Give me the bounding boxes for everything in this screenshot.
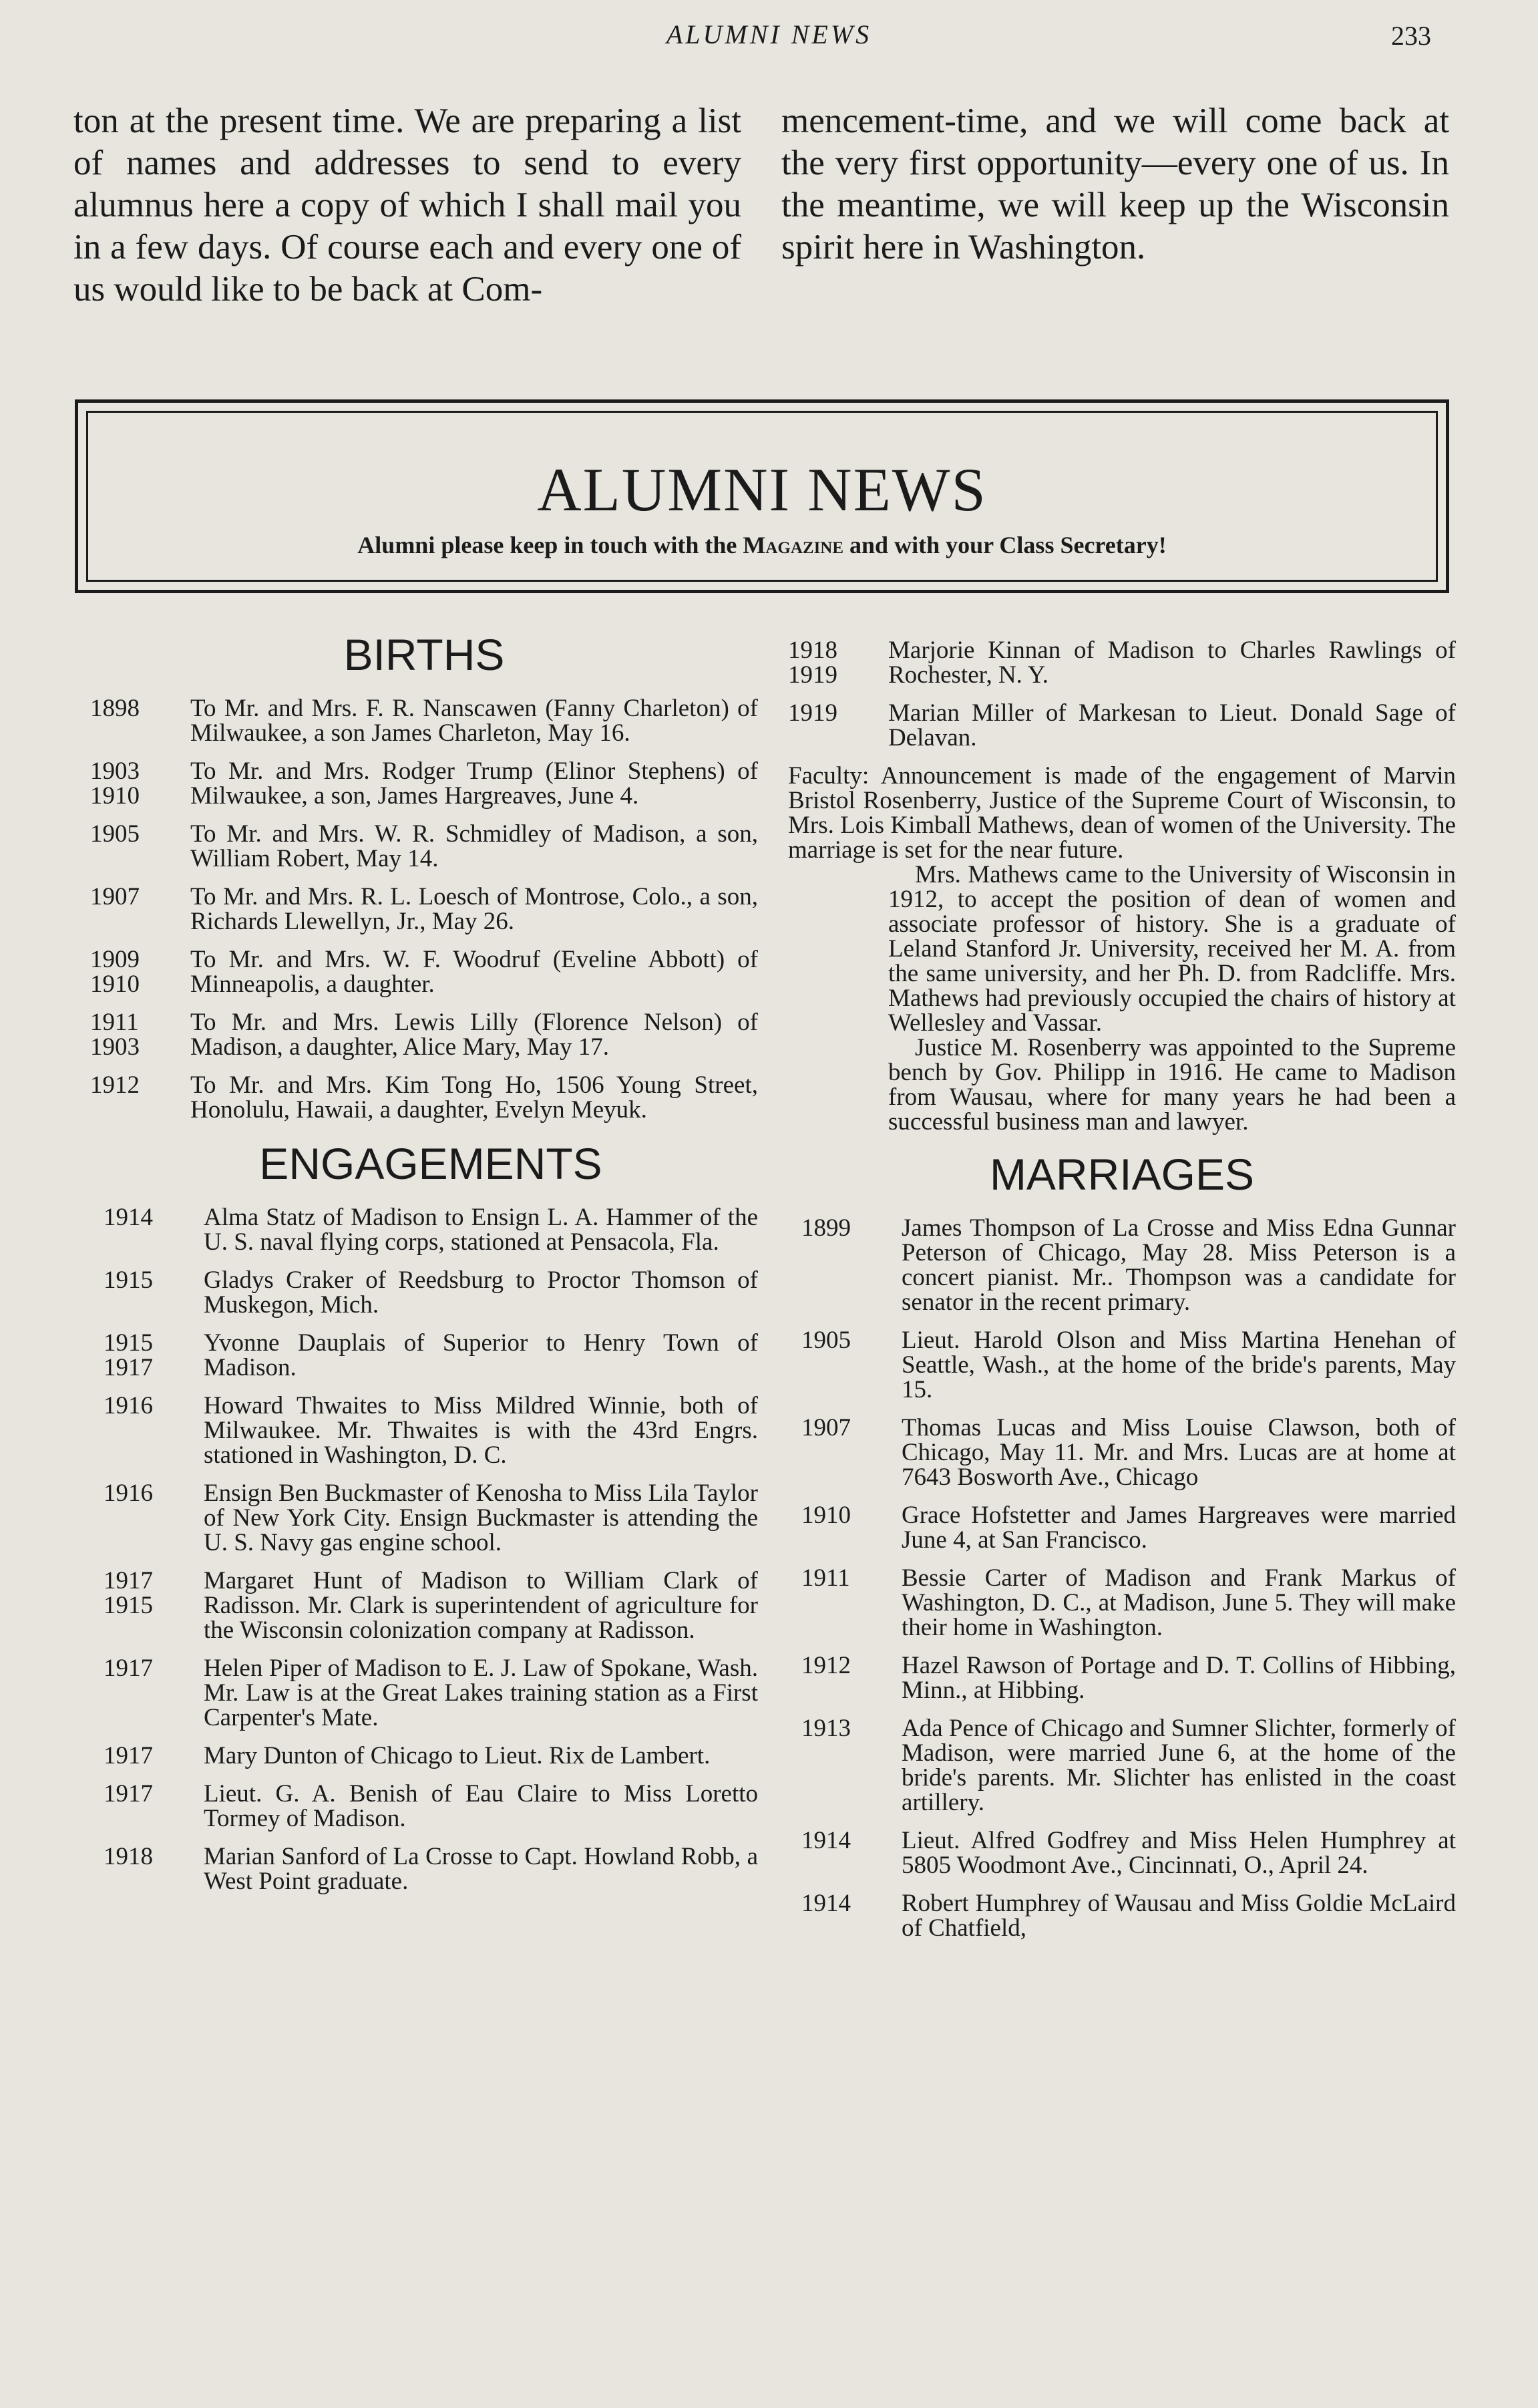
list-item (90, 696, 758, 745)
class-year: 1914 (801, 1827, 851, 1854)
banner-title: ALUMNI NEWS (537, 456, 987, 524)
class-year: 1911 (90, 1009, 139, 1036)
class-year: 1910 (90, 782, 140, 810)
banner-subtitle-magazine: Magazine (743, 532, 844, 558)
engagements-heading: ENGAGEMENTS (259, 1139, 602, 1188)
class-year: 1903 (90, 757, 140, 785)
list-item (801, 1828, 1456, 1878)
faculty-paragraph-2: Mrs. Mathews came to the University of Wisconsin in 1912, to accept the position of dean of women and associate professor of history. She is a graduate of Leland Stanford Jr. University, received her M. A. from the same university, and her Ph. D. from Radcliffe. Mrs. Mathews had previously occupied the chairs of history at Wellesley and Vassar. (888, 861, 1456, 1037)
engagements-continued-list (788, 638, 1456, 750)
class-year: 1919 (788, 699, 837, 727)
entry-text: James Thompson of La Crosse and Miss Edna Gunnar Peterson of Chicago, May 28. Miss Peterson is a concert pianist. Mr.. Thompson was a candidate for senator in the recent primary. (902, 1214, 1456, 1316)
class-years (90, 884, 160, 909)
births-heading: BIRTHS (343, 630, 505, 679)
class-year: 1905 (90, 820, 140, 848)
alumni-news-banner (75, 399, 1449, 593)
list-item (788, 701, 1456, 750)
class-year: 1912 (801, 1652, 851, 1679)
right-column (788, 638, 1456, 1954)
class-years (801, 1328, 872, 1353)
entry-text: Hazel Rawson of Portage and D. T. Collins of Hibbing, Minn., at Hibbing. (902, 1652, 1456, 1704)
list-item (801, 1653, 1456, 1703)
class-year: 1914 (801, 1890, 851, 1917)
list-item (90, 1073, 758, 1122)
class-years (104, 1844, 174, 1869)
class-year: 1917 (104, 1354, 153, 1381)
class-years (90, 947, 160, 997)
entry-text: To Mr. and Mrs. W. F. Woodruf (Eveline Abbott) of Minneapolis, a daughter. (190, 946, 758, 998)
class-years (788, 701, 858, 725)
class-year: 1918 (788, 637, 837, 664)
entry-text: Howard Thwaites to Miss Mildred Winnie, both of Milwaukee. Mr. Thwaites is with the 43rd Engrs. stationed in Washington, D. C. (204, 1392, 758, 1469)
class-years (104, 1656, 174, 1681)
class-year: 1907 (90, 883, 140, 910)
class-years (104, 1331, 174, 1380)
entry-text: Robert Humphrey of Wausau and Miss Goldie McLaird of Chatfield, (902, 1890, 1456, 1942)
left-column (90, 628, 758, 1907)
class-years (90, 1010, 160, 1059)
class-years (801, 1415, 872, 1440)
class-year: 1912 (90, 1071, 140, 1099)
entry-text: Lieut. Harold Olson and Miss Martina Henehan of Seattle, Wash., at the home of the bride's parents, May 15. (902, 1327, 1456, 1403)
class-year: 1918 (104, 1843, 153, 1870)
entry-text: Helen Piper of Madison to E. J. Law of Spokane, Wash. Mr. Law is at the Great Lakes training station as a First Carpenter's Mate. (204, 1655, 758, 1731)
class-years (90, 1073, 160, 1097)
entry-text: Yvonne Dauplais of Superior to Henry Town of Madison. (204, 1329, 758, 1381)
class-year: 1914 (104, 1204, 153, 1231)
entry-text: Marjorie Kinnan of Madison to Charles Rawlings of Rochester, N. Y. (888, 637, 1456, 689)
class-years (90, 759, 160, 808)
entry-text: To Mr. and Mrs. R. L. Loesch of Montrose, Colo., a son, Richards Llewellyn, Jr., May 26. (190, 883, 758, 935)
faculty-engagement (788, 763, 1456, 1134)
intro-paragraph-right: mencement-time, and we will come back at the very first opportunity—every one of us. In the meantime, we will keep up the Wisconsin spirit here in Washington. (781, 102, 1449, 267)
class-year: 1917 (104, 1742, 153, 1769)
entry-text: To Mr. and Mrs. F. R. Nanscawen (Fanny Charleton) of Milwaukee, a son James Charleton, May 16. (190, 695, 758, 747)
class-years (104, 1268, 174, 1293)
class-years (801, 1828, 872, 1853)
marriages-heading: MARRIAGES (989, 1150, 1255, 1199)
list-item (788, 638, 1456, 687)
entry-text: Ensign Ben Buckmaster of Kenosha to Miss Lila Taylor of New York City. Ensign Buckmaster is attending the U. S. Navy gas engine school. (204, 1480, 758, 1556)
class-year: 1917 (104, 1780, 153, 1808)
class-year: 1916 (104, 1392, 153, 1419)
class-years (104, 1481, 174, 1506)
entry-text: To Mr. and Mrs. Rodger Trump (Elinor Stephens) of Milwaukee, a son, James Hargreaves, June 4. (190, 757, 758, 810)
class-year: 1905 (801, 1327, 851, 1354)
class-year: 1916 (104, 1480, 153, 1507)
marriages-list (788, 1216, 1456, 1940)
class-year: 1899 (801, 1214, 851, 1242)
class-years (801, 1216, 872, 1240)
list-item (104, 1781, 758, 1831)
class-year: 1915 (104, 1592, 153, 1619)
class-years (801, 1653, 872, 1678)
list-item (801, 1716, 1456, 1815)
entry-text: To Mr. and Mrs. Kim Tong Ho, 1506 Young Street, Honolulu, Hawaii, a daughter, Evelyn Meyuk. (190, 1071, 758, 1124)
class-year: 1915 (104, 1329, 153, 1357)
banner-subtitle-after: and with your Class Secretary! (849, 532, 1167, 558)
class-year: 1911 (801, 1564, 850, 1592)
entry-text: To Mr. and Mrs. Lewis Lilly (Florence Nelson) of Madison, a daughter, Alice Mary, May 17. (190, 1009, 758, 1061)
intro-paragraph-left: ton at the present time. We are preparing a list of names and addresses to send to every alumnus here a copy of which I shall mail you in a few days. Of course each and every one of us would like to be back at Com- (73, 102, 741, 309)
list-item (104, 1743, 758, 1768)
list-item (104, 1393, 758, 1468)
class-year: 1898 (90, 695, 140, 722)
list-item (90, 822, 758, 871)
banner-subtitle-before: Alumni please keep in touch with the (357, 532, 737, 558)
faculty-label: Faculty: (788, 762, 870, 790)
list-item (104, 1481, 758, 1555)
engagements-list (90, 1205, 758, 1894)
class-years (104, 1568, 174, 1618)
list-item (801, 1891, 1456, 1940)
births-list (90, 696, 758, 1122)
list-item (90, 884, 758, 934)
class-years (801, 1566, 872, 1590)
list-item (801, 1216, 1456, 1315)
list-item (104, 1568, 758, 1643)
class-year: 1909 (90, 946, 140, 973)
class-year: 1910 (90, 971, 140, 998)
entry-text: Marian Sanford of La Crosse to Capt. Howland Robb, a West Point graduate. (204, 1843, 758, 1895)
class-years (90, 696, 160, 721)
entry-text: Lieut. G. A. Benish of Eau Claire to Miss Loretto Tormey of Madison. (204, 1780, 758, 1832)
list-item (801, 1328, 1456, 1402)
list-item (104, 1205, 758, 1254)
list-item (104, 1268, 758, 1317)
entry-text: To Mr. and Mrs. W. R. Schmidley of Madison, a son, William Robert, May 14. (190, 820, 758, 872)
list-item (90, 947, 758, 997)
class-years (801, 1891, 872, 1916)
class-year: 1919 (788, 661, 837, 689)
class-years (801, 1503, 872, 1528)
class-years (90, 822, 160, 846)
entry-text: Mary Dunton of Chicago to Lieut. Rix de Lambert. (204, 1742, 711, 1769)
entry-text: Thomas Lucas and Miss Louise Clawson, both of Chicago, May 11. Mr. and Mrs. Lucas are at home at 7643 Bosworth Ave., Chicago (902, 1414, 1456, 1491)
list-item (104, 1844, 758, 1894)
running-head: ALUMNI NEWS (666, 19, 872, 49)
list-item (801, 1503, 1456, 1552)
faculty-paragraph-3: Justice M. Rosenberry was appointed to the Supreme bench by Gov. Philipp in 1916. He came to Madison from Wausau, where for many years he had been a successful business man and lawyer. (888, 1034, 1456, 1136)
banner-subtitle (78, 531, 1446, 559)
entry-text: Ada Pence of Chicago and Sumner Slichter, formerly of Madison, were married June 6, at the home of the bride's parents. Mr. Slichter has enlisted in the coast artillery. (902, 1715, 1456, 1816)
class-years (104, 1743, 174, 1768)
entry-text: Marian Miller of Markesan to Lieut. Donald Sage of Delavan. (888, 699, 1456, 751)
page-number: 233 (1391, 21, 1431, 51)
entry-text: Alma Statz of Madison to Ensign L. A. Hammer of the U. S. naval flying corps, stationed at Pensacola, Fla. (204, 1204, 758, 1256)
entry-text: Grace Hofstetter and James Hargreaves were married June 4, at San Francisco. (902, 1502, 1456, 1554)
entry-text: Margaret Hunt of Madison to William Clark of Radisson. Mr. Clark is superintendent of agriculture for the Wisconsin colonization company at Radisson. (204, 1567, 758, 1644)
class-year: 1915 (104, 1266, 153, 1294)
list-item (801, 1415, 1456, 1490)
list-item (104, 1331, 758, 1380)
class-years (788, 638, 858, 687)
class-year: 1903 (90, 1033, 140, 1061)
class-year: 1910 (801, 1502, 851, 1529)
class-year: 1917 (104, 1567, 153, 1594)
entry-text: Lieut. Alfred Godfrey and Miss Helen Humphrey at 5805 Woodmont Ave., Cincinnati, O., April 24. (902, 1827, 1456, 1879)
class-years (104, 1781, 174, 1806)
list-item (90, 1010, 758, 1059)
faculty-paragraph-1-text: Announcement is made of the engagement of Marvin Bristol Rosenberry, Justice of the Supreme Court of Wisconsin, to Mrs. Lois Kimball Mathews, dean of women of the University. The marriage is set for the near future. (788, 762, 1456, 864)
faculty-paragraph-1 (788, 763, 1456, 862)
class-years (801, 1716, 872, 1741)
list-item (90, 759, 758, 808)
entry-text: Bessie Carter of Madison and Frank Markus of Washington, D. C., at Madison, June 5. They will make their home in Washington. (902, 1564, 1456, 1641)
class-year: 1913 (801, 1715, 851, 1742)
list-item (104, 1656, 758, 1730)
class-year: 1907 (801, 1414, 851, 1441)
entry-text: Gladys Craker of Reedsburg to Proctor Thomson of Muskegon, Mich. (204, 1266, 758, 1319)
list-item (801, 1566, 1456, 1640)
class-years (104, 1393, 174, 1418)
class-year: 1917 (104, 1655, 153, 1682)
class-years (104, 1205, 174, 1230)
